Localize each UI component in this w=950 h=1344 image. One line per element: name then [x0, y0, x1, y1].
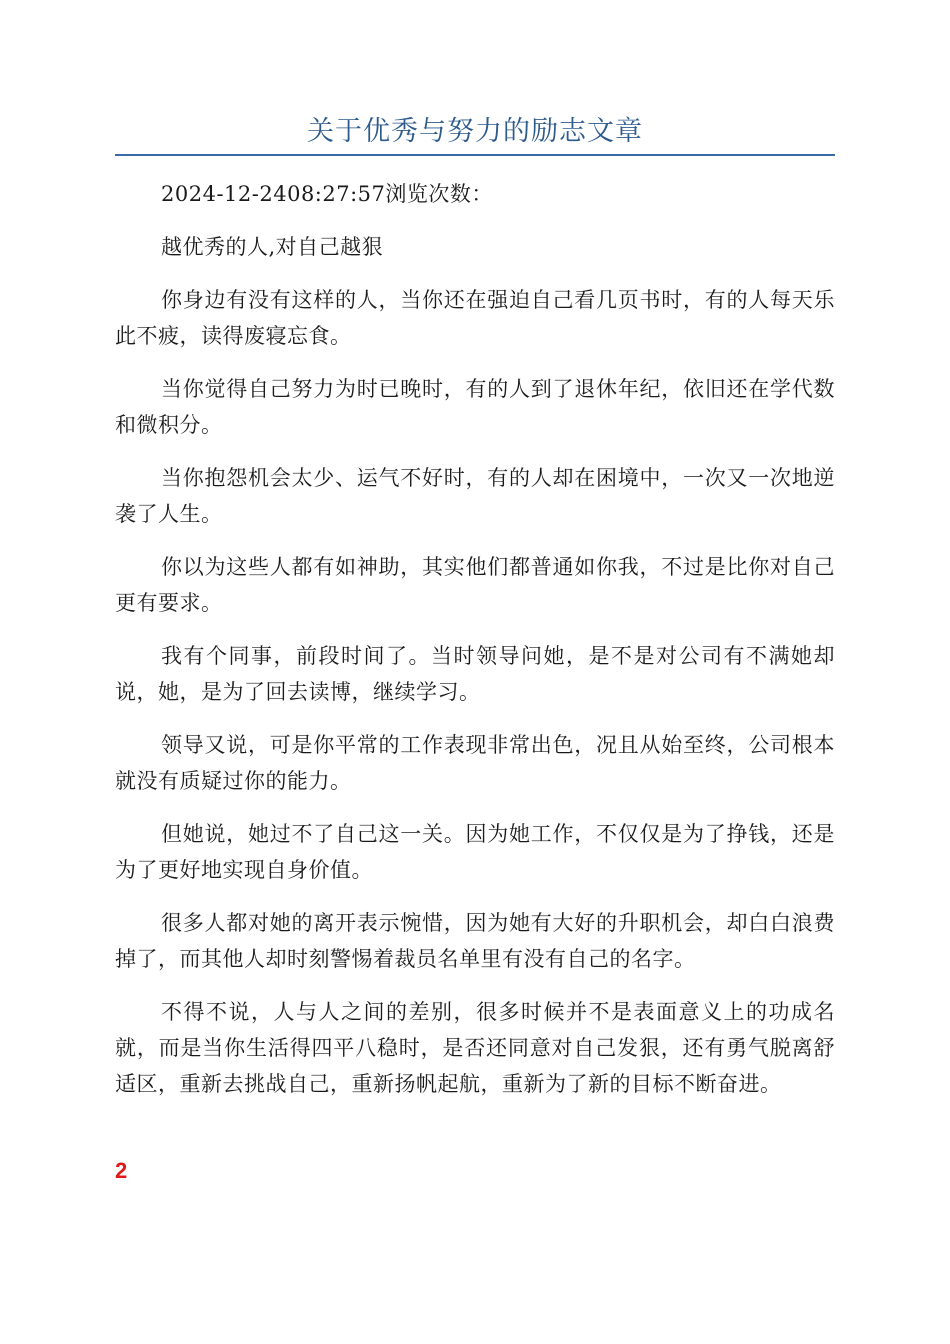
paragraph: 但她说，她过不了自己这一关。因为她工作，不仅仅是为了挣钱，还是为了更好地实现自身价值。 [115, 822, 835, 882]
paragraph: 当你觉得自己努力为时已晚时，有的人到了退休年纪，依旧还在学代数和微积分。 [115, 377, 835, 437]
document-title: 关于优秀与努力的励志文章 [307, 116, 643, 147]
paragraph: 不得不说，人与人之间的差别，很多时候并不是表面意义上的功成名就，而是当你生活得四平八稳时，是否还同意对自己发狠，还有勇气脱离舒适区，重新去挑战自己，重新扬帆起航，重新为了新的目标不断奋进。 [115, 1000, 835, 1096]
paragraph: 当你抱怨机会太少、运气不好时，有的人却在困境中，一次又一次地逆袭了人生。 [115, 466, 835, 526]
title-underline [115, 154, 835, 156]
paragraph: 领导又说，可是你平常的工作表现非常出色，况且从始至终，公司根本就没有质疑过你的能力。 [115, 733, 835, 793]
paragraph: 越优秀的人,对自己越狠 [161, 235, 384, 259]
paragraph: 你以为这些人都有如神助，其实他们都普通如你我，不过是比你对自己更有要求。 [115, 555, 835, 615]
document-body [115, 176, 835, 1119]
page-number: 2 [115, 1158, 128, 1183]
meta-line: 2024-12-2408:27:57浏览次数： [161, 182, 493, 206]
paragraph: 我有个同事，前段时间了。当时领导问她，是不是对公司有不满她却说，她，是为了回去读博，继续学习。 [115, 644, 835, 704]
paragraph: 你身边有没有这样的人，当你还在强迫自己看几页书时，有的人每天乐此不疲，读得废寝忘食。 [115, 288, 835, 348]
paragraph: 很多人都对她的离开表示惋惜，因为她有大好的升职机会，却白白浪费掉了，而其他人却时刻警惕着裁员名单里有没有自己的名字。 [115, 911, 835, 971]
